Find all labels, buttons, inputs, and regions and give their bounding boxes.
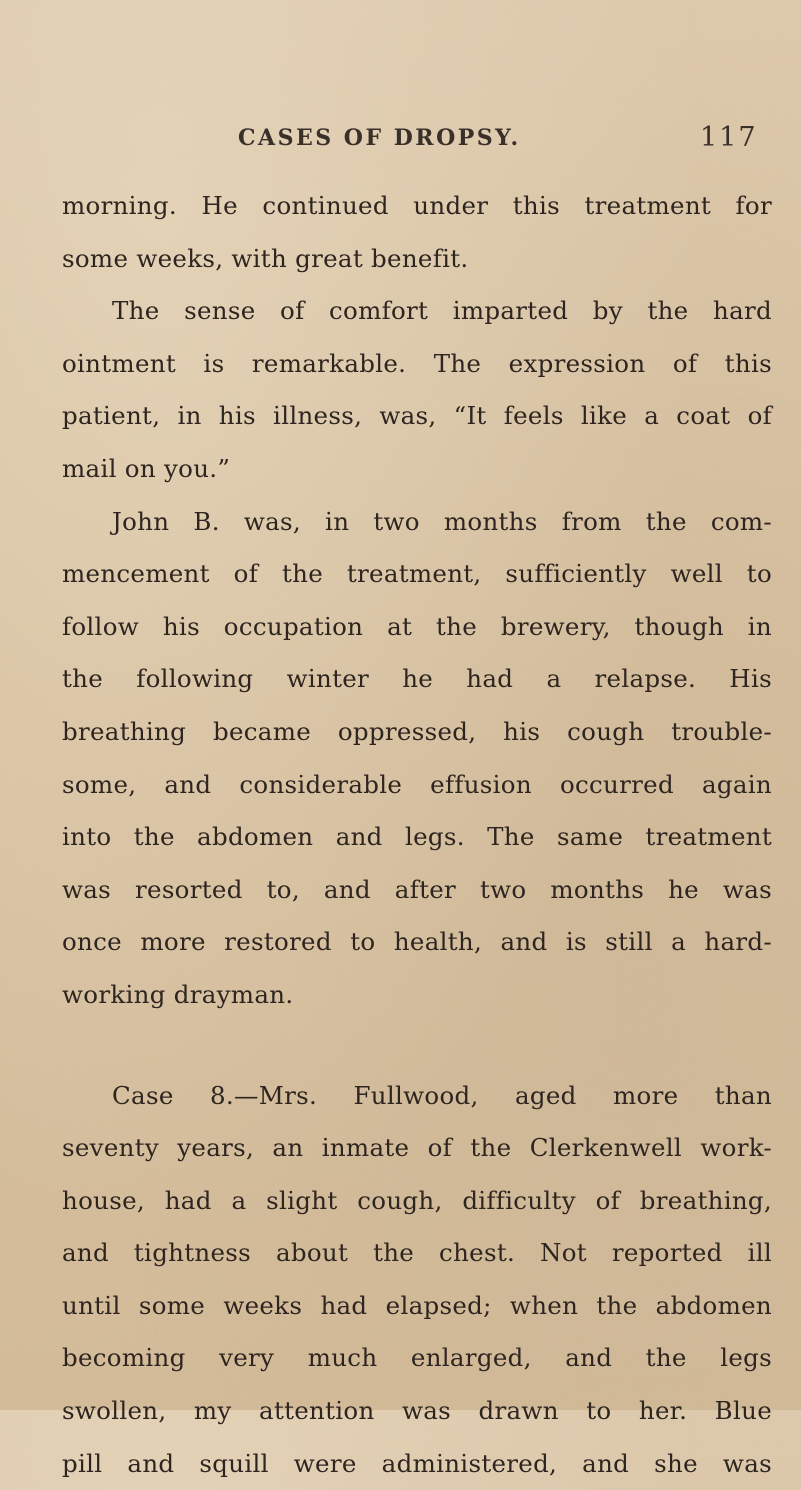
paragraph-3 — [62, 496, 772, 1022]
text-line: Case 8.—Mrs. Fullwood, aged more than — [62, 1070, 772, 1123]
text-line: pill and squill were administered, and she was — [62, 1438, 772, 1490]
body-text — [62, 180, 772, 1490]
text-line: house, had a slight cough, difficulty of breathing, — [62, 1175, 772, 1228]
text-line: some, and considerable effusion occurred again — [62, 759, 772, 812]
text-line: seventy years, an inmate of the Clerkenwell work- — [62, 1122, 772, 1175]
text-line: swollen, my attention was drawn to her. Blue — [62, 1385, 772, 1438]
running-head — [0, 125, 801, 165]
page-number: 117 — [700, 122, 758, 153]
text-line: The sense of comfort imparted by the hard — [62, 285, 772, 338]
text-line: morning. He continued under this treatment for — [62, 180, 772, 233]
text-line: until some weeks had elapsed; when the abdomen — [62, 1280, 772, 1333]
paragraph-1 — [62, 180, 772, 285]
running-title: CASES OF DROPSY. — [238, 125, 521, 151]
text-line: some weeks, with great benefit. — [62, 233, 772, 286]
text-line: follow his occupation at the brewery, though in — [62, 601, 772, 654]
text-line: mail on you.” — [62, 443, 772, 496]
paragraph-2 — [62, 285, 772, 495]
text-line: patient, in his illness, was, “It feels like a coat of — [62, 390, 772, 443]
text-line: working drayman. — [62, 969, 772, 1022]
text-line: John B. was, in two months from the com- — [62, 496, 772, 549]
paragraph-case-8 — [62, 1070, 772, 1490]
text-line: once more restored to health, and is still a hard- — [62, 916, 772, 969]
text-line: mencement of the treatment, sufficiently well to — [62, 548, 772, 601]
text-line: and tightness about the chest. Not reported ill — [62, 1227, 772, 1280]
text-line: ointment is remarkable. The expression of this — [62, 338, 772, 391]
text-line: into the abdomen and legs. The same treatment — [62, 811, 772, 864]
text-line: breathing became oppressed, his cough trouble- — [62, 706, 772, 759]
text-line: becoming very much enlarged, and the legs — [62, 1332, 772, 1385]
text-line: was resorted to, and after two months he was — [62, 864, 772, 917]
text-line: the following winter he had a relapse. His — [62, 653, 772, 706]
paragraph-gap — [62, 1022, 772, 1070]
